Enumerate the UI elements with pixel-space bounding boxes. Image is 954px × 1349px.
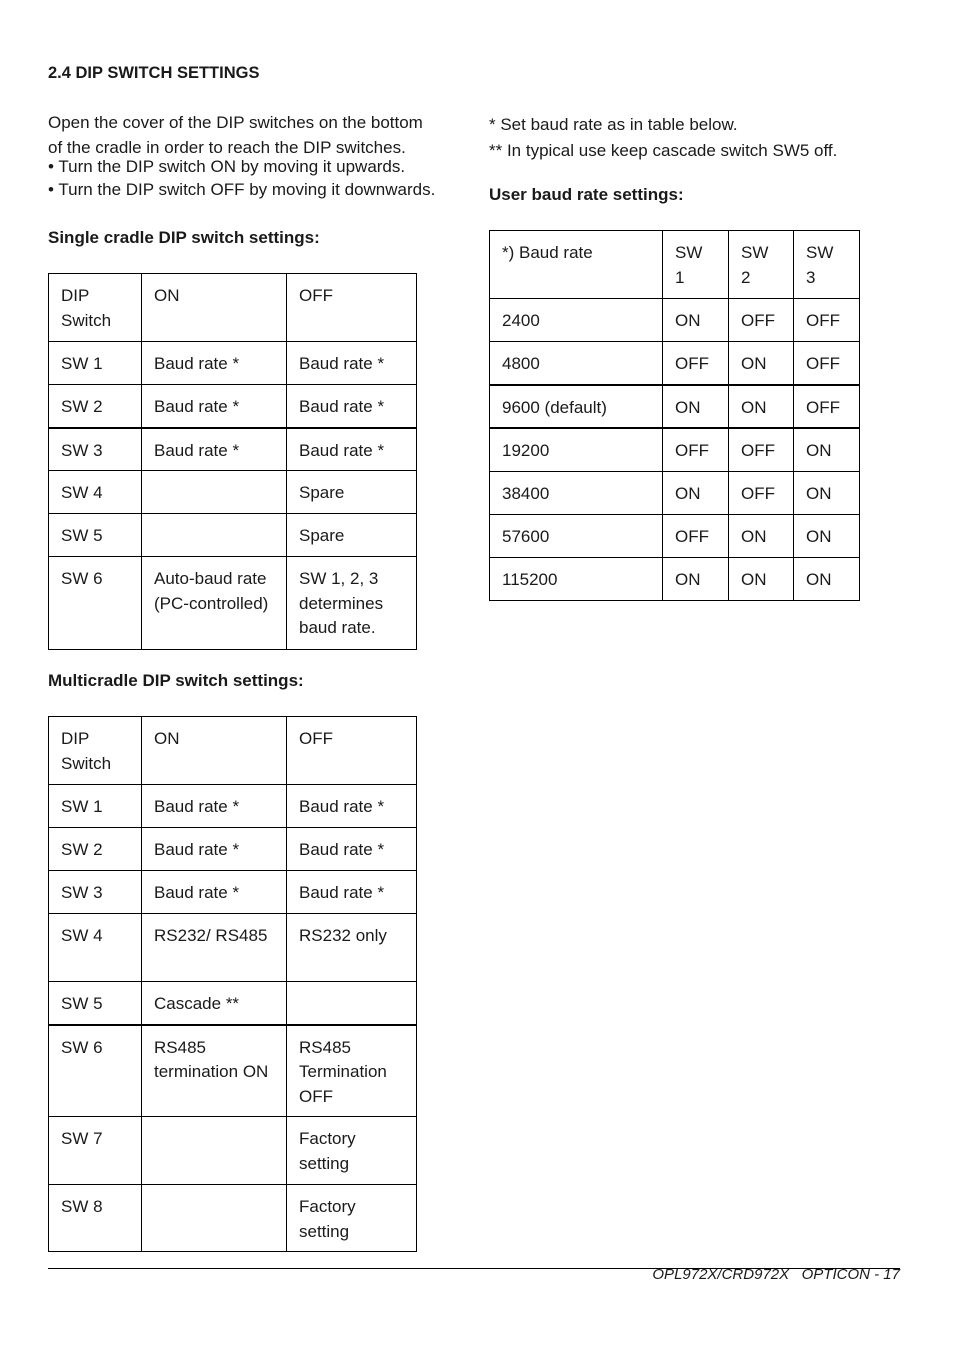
table-row	[49, 828, 417, 871]
table-row	[490, 557, 860, 600]
table-header-row	[49, 274, 417, 342]
table-cell: RS485 termination ON	[142, 1025, 287, 1117]
table-cell: ON	[663, 471, 729, 514]
table-cell: OFF	[663, 428, 729, 471]
table-cell: Baud rate *	[287, 785, 417, 828]
table-cell: Baud rate *	[142, 785, 287, 828]
table-row	[490, 514, 860, 557]
table-cell: 9600 (default)	[490, 385, 663, 429]
table-cell: RS232 only	[287, 914, 417, 982]
table-cell: ON	[794, 514, 860, 557]
table-cell	[142, 514, 287, 557]
note-cascade: ** In typical use keep cascade switch SW5 off.	[489, 141, 838, 160]
table-cell: ON	[663, 299, 729, 342]
table-row	[49, 982, 417, 1025]
header-cell: ON	[142, 274, 287, 342]
header-cell: ON	[142, 717, 287, 785]
table-cell	[142, 1185, 287, 1252]
table-cell: SW 1	[49, 342, 142, 385]
table-cell: SW 2	[49, 828, 142, 871]
table-cell: Baud rate *	[287, 828, 417, 871]
table-cell: 115200	[490, 557, 663, 600]
table-header-row	[49, 717, 417, 785]
page-footer: OPL972X/CRD972X OPTICON - 17	[652, 1266, 900, 1283]
table-cell: Baud rate *	[142, 828, 287, 871]
table-row	[49, 471, 417, 514]
table-cell: OFF	[794, 342, 860, 385]
header-cell: SW 2	[729, 231, 794, 299]
table-row	[49, 342, 417, 385]
baud-table-title: User baud rate settings:	[489, 185, 684, 204]
notes	[489, 113, 837, 163]
header-cell: DIP Switch	[49, 717, 142, 785]
table-cell: RS232/ RS485	[142, 914, 287, 982]
table-cell: Baud rate *	[287, 342, 417, 385]
table-header-row	[490, 231, 860, 299]
table-cell: Factory setting	[287, 1117, 417, 1185]
table-cell: OFF	[663, 514, 729, 557]
table-cell: Baud rate *	[142, 342, 287, 385]
table-cell: OFF	[729, 471, 794, 514]
header-cell: OFF	[287, 274, 417, 342]
header-cell: DIP Switch	[49, 274, 142, 342]
intro-line-1: Open the cover of the DIP switches on the bottom	[48, 113, 423, 132]
table-cell: SW 1	[49, 785, 142, 828]
table-cell: 57600	[490, 514, 663, 557]
table-cell: SW 3	[49, 428, 142, 471]
intro-bullet-off: • Turn the DIP switch OFF by moving it downwards.	[48, 180, 436, 199]
table-cell: ON	[729, 514, 794, 557]
table-row	[49, 914, 417, 982]
intro-bullet-on: • Turn the DIP switch ON by moving it upwards.	[48, 157, 406, 176]
table-cell: SW 4	[49, 471, 142, 514]
table-cell: Baud rate *	[142, 428, 287, 471]
table-cell: SW 5	[49, 982, 142, 1025]
table-cell: ON	[729, 385, 794, 429]
table-row	[490, 342, 860, 385]
table-cell: OFF	[794, 385, 860, 429]
multi-table-title: Multicradle DIP switch settings:	[48, 671, 304, 690]
note-baud-rate: * Set baud rate as in table below.	[489, 115, 738, 134]
table-cell: SW 7	[49, 1117, 142, 1185]
table-row	[49, 871, 417, 914]
table-row	[49, 428, 417, 471]
table-cell	[142, 1117, 287, 1185]
header-cell: SW 3	[794, 231, 860, 299]
table-cell: 38400	[490, 471, 663, 514]
intro-text	[48, 111, 435, 202]
table-cell: Factory setting	[287, 1185, 417, 1252]
header-cell: *) Baud rate	[490, 231, 663, 299]
table-cell: SW 8	[49, 1185, 142, 1252]
table-cell: ON	[794, 428, 860, 471]
table-cell: ON	[794, 557, 860, 600]
table-cell: OFF	[663, 342, 729, 385]
table-cell: Baud rate *	[142, 871, 287, 914]
table-cell: SW 2	[49, 385, 142, 428]
single-table-title: Single cradle DIP switch settings:	[48, 228, 320, 247]
table-row	[490, 428, 860, 471]
table-cell: Baud rate *	[287, 385, 417, 428]
table-row	[490, 471, 860, 514]
table-cell: 2400	[490, 299, 663, 342]
table-cell: SW 6	[49, 1025, 142, 1117]
header-cell: SW 1	[663, 231, 729, 299]
table-cell: 19200	[490, 428, 663, 471]
baud-rate-table	[489, 230, 860, 601]
multicradle-table	[48, 716, 417, 1252]
table-cell	[142, 471, 287, 514]
table-row	[49, 385, 417, 428]
table-cell: RS485 Termination OFF	[287, 1025, 417, 1117]
table-cell: OFF	[729, 428, 794, 471]
table-cell: Spare	[287, 471, 417, 514]
table-row	[49, 514, 417, 557]
table-cell: ON	[663, 557, 729, 600]
table-cell: SW 4	[49, 914, 142, 982]
table-cell: OFF	[729, 299, 794, 342]
table-cell: SW 5	[49, 514, 142, 557]
table-row	[49, 1185, 417, 1252]
single-cradle-table	[48, 273, 417, 650]
table-cell: 4800	[490, 342, 663, 385]
table-cell: Baud rate *	[287, 871, 417, 914]
section-title: 2.4 DIP SWITCH SETTINGS	[48, 64, 260, 82]
table-cell: SW 6	[49, 557, 142, 650]
table-row	[49, 1117, 417, 1185]
table-cell: SW 3	[49, 871, 142, 914]
table-row	[490, 299, 860, 342]
table-cell: Auto-baud rate (PC-controlled)	[142, 557, 287, 650]
table-cell: SW 1, 2, 3 determines baud rate.	[287, 557, 417, 650]
table-cell: ON	[729, 342, 794, 385]
table-cell: ON	[663, 385, 729, 429]
table-cell: Baud rate *	[142, 385, 287, 428]
table-row	[490, 385, 860, 429]
table-cell: Baud rate *	[287, 428, 417, 471]
table-cell: OFF	[794, 299, 860, 342]
header-cell: OFF	[287, 717, 417, 785]
table-cell: Cascade **	[142, 982, 287, 1025]
table-cell: Spare	[287, 514, 417, 557]
table-cell: ON	[729, 557, 794, 600]
table-row	[49, 557, 417, 650]
table-cell: ON	[794, 471, 860, 514]
table-row	[49, 1025, 417, 1117]
intro-line-2: of the cradle in order to reach the DIP switches.	[48, 138, 406, 157]
table-row	[49, 785, 417, 828]
table-cell	[287, 982, 417, 1025]
